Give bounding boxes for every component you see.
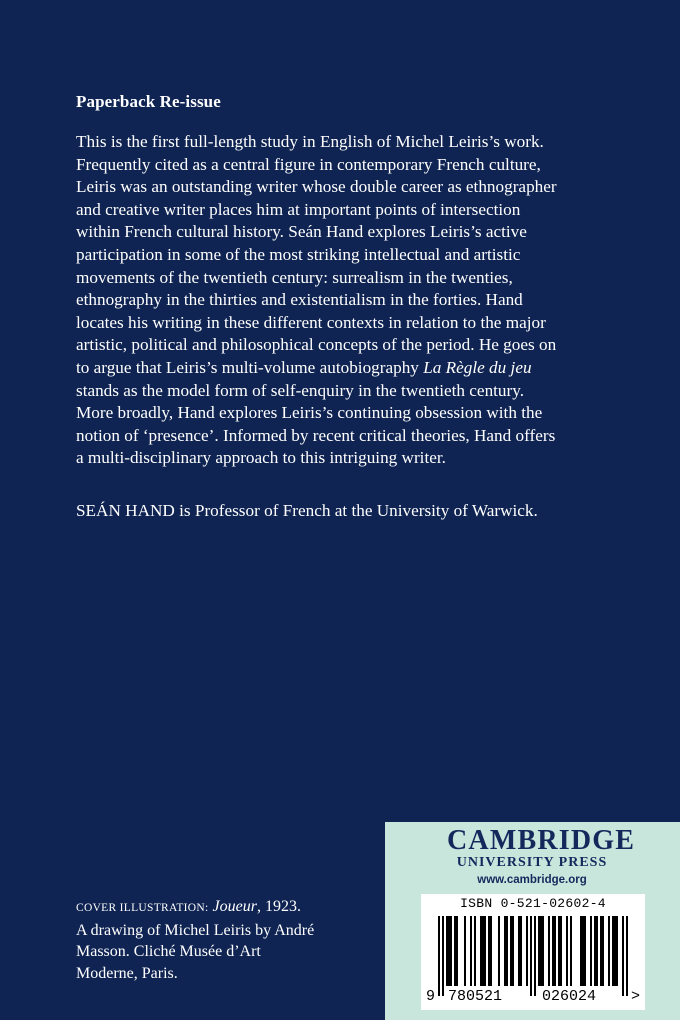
barcode-bar — [534, 916, 536, 996]
barcode-bar — [590, 916, 592, 986]
barcode-bar — [582, 916, 584, 986]
cover-credit-label: COVER ILLUSTRATION: — [76, 902, 209, 914]
publisher-url: www.cambridge.org — [477, 874, 587, 886]
barcode-bar — [470, 916, 472, 986]
description — [76, 131, 636, 470]
barcode-bar — [454, 916, 456, 986]
barcode-bar — [596, 916, 598, 986]
barcode-bar — [554, 916, 556, 986]
barcode-digits-right: 026024 — [542, 988, 597, 1005]
barcode-bar — [542, 916, 544, 986]
description-line: ethnography in the thirties and existentialism in the forties. Hand — [76, 290, 523, 310]
description-line: locates his writing in these different contexts in relation to the major — [76, 312, 546, 332]
barcode-bar — [580, 916, 582, 986]
barcode-bar — [552, 916, 554, 986]
description-line: participation in some of the most striking intellectual and artistic — [76, 244, 521, 264]
barcode-bar — [442, 916, 444, 996]
barcode-bar — [594, 916, 596, 986]
barcode-bar — [438, 916, 440, 996]
barcode-bar — [626, 916, 628, 996]
cover-credit-line: A drawing of Michel Leiris by André — [76, 921, 315, 939]
barcode-bar — [488, 916, 490, 986]
cover-credit-work: Joueur — [212, 898, 257, 915]
section-heading: Paperback Re-issue — [76, 92, 221, 111]
barcode-bar — [484, 916, 486, 986]
barcode-bar — [530, 916, 532, 996]
barcode-bar — [450, 916, 452, 986]
barcode-bar — [570, 916, 572, 986]
barcode — [421, 894, 645, 1010]
barcode-bar — [614, 916, 616, 986]
barcode-bar — [560, 916, 562, 986]
description-line: and creative writer places him at important points of intersection — [76, 199, 521, 219]
description-line: Frequently cited as a central figure in contemporary French culture, — [76, 154, 541, 174]
barcode-bar — [510, 916, 512, 986]
barcode-bar — [512, 916, 514, 986]
description-line: notion of ‘presence’. Informed by recent critical theories, Hand offers — [76, 425, 556, 445]
barcode-bar — [526, 916, 528, 986]
barcode-bar — [506, 916, 508, 986]
barcode-bar — [448, 916, 450, 986]
barcode-bar — [622, 916, 624, 996]
barcode-bar — [474, 916, 476, 986]
barcode-bar — [548, 916, 550, 986]
description-line: stands as the model form of self-enquiry in the twentieth century. — [76, 380, 525, 400]
barcode-digits-left: 780521 — [448, 988, 503, 1005]
barcode-box — [421, 894, 645, 1010]
barcode-bar — [608, 916, 610, 986]
cover-credit-year: , 1923. — [256, 898, 301, 915]
barcode-bar — [518, 916, 520, 986]
description-line: artistic, political and philosophical concepts of the period. He goes on — [76, 335, 557, 355]
barcode-end-mark: > — [631, 988, 641, 1005]
barcode-bar — [558, 916, 560, 986]
barcode-bar — [456, 916, 458, 986]
barcode-bar — [584, 916, 586, 986]
publisher-panel — [385, 822, 680, 1020]
barcode-bar — [480, 916, 482, 986]
barcode-bar — [602, 916, 604, 986]
description-line: within French cultural history. Seán Hand explores Leiris’s active — [76, 222, 527, 242]
description-line: More broadly, Hand explores Leiris’s continuing obsession with the — [76, 403, 543, 423]
cover-credit-line: Masson. Cliché Musée d’Art — [76, 943, 261, 960]
description-line: a multi-disciplinary approach to this intriguing writer. — [76, 448, 446, 468]
barcode-bar — [464, 916, 466, 986]
cover-credit-line — [76, 896, 336, 920]
isbn-text: ISBN 0-521-02602-4 — [460, 896, 606, 911]
description-line-text: to argue that Leiris’s multi-volume autobiography — [76, 357, 424, 377]
description-line-with-title — [76, 357, 636, 380]
barcode-bar — [566, 916, 568, 986]
barcode-bar — [538, 916, 540, 986]
barcode-bar — [616, 916, 618, 986]
barcode-bar — [612, 916, 614, 986]
barcode-bar — [520, 916, 522, 986]
book-title: La Règle du jeu — [423, 357, 532, 377]
barcode-digit-first: 9 — [426, 988, 436, 1005]
publisher-press: UNIVERSITY PRESS — [456, 855, 608, 870]
barcode-bar — [504, 916, 506, 986]
author-bio: SEÁN HAND is Professor of French at the University of Warwick. — [76, 501, 538, 520]
barcode-bar — [446, 916, 448, 986]
barcode-bar — [600, 916, 602, 986]
description-line: This is the first full-length study in English of Michel Leiris’s work. — [76, 132, 544, 151]
barcode-bar — [482, 916, 484, 986]
cover-credit-line: Moderne, Paris. — [76, 964, 178, 982]
barcode-bar — [498, 916, 500, 986]
barcode-bar — [540, 916, 542, 986]
description-line: movements of the twentieth century: surrealism in the twenties, — [76, 267, 513, 287]
barcode-bar — [490, 916, 492, 986]
publisher-logo: CAMBRIDGE — [447, 825, 636, 856]
description-line: Leiris was an outstanding writer whose double career as ethnographer — [76, 177, 557, 197]
cover-credit — [76, 896, 336, 984]
